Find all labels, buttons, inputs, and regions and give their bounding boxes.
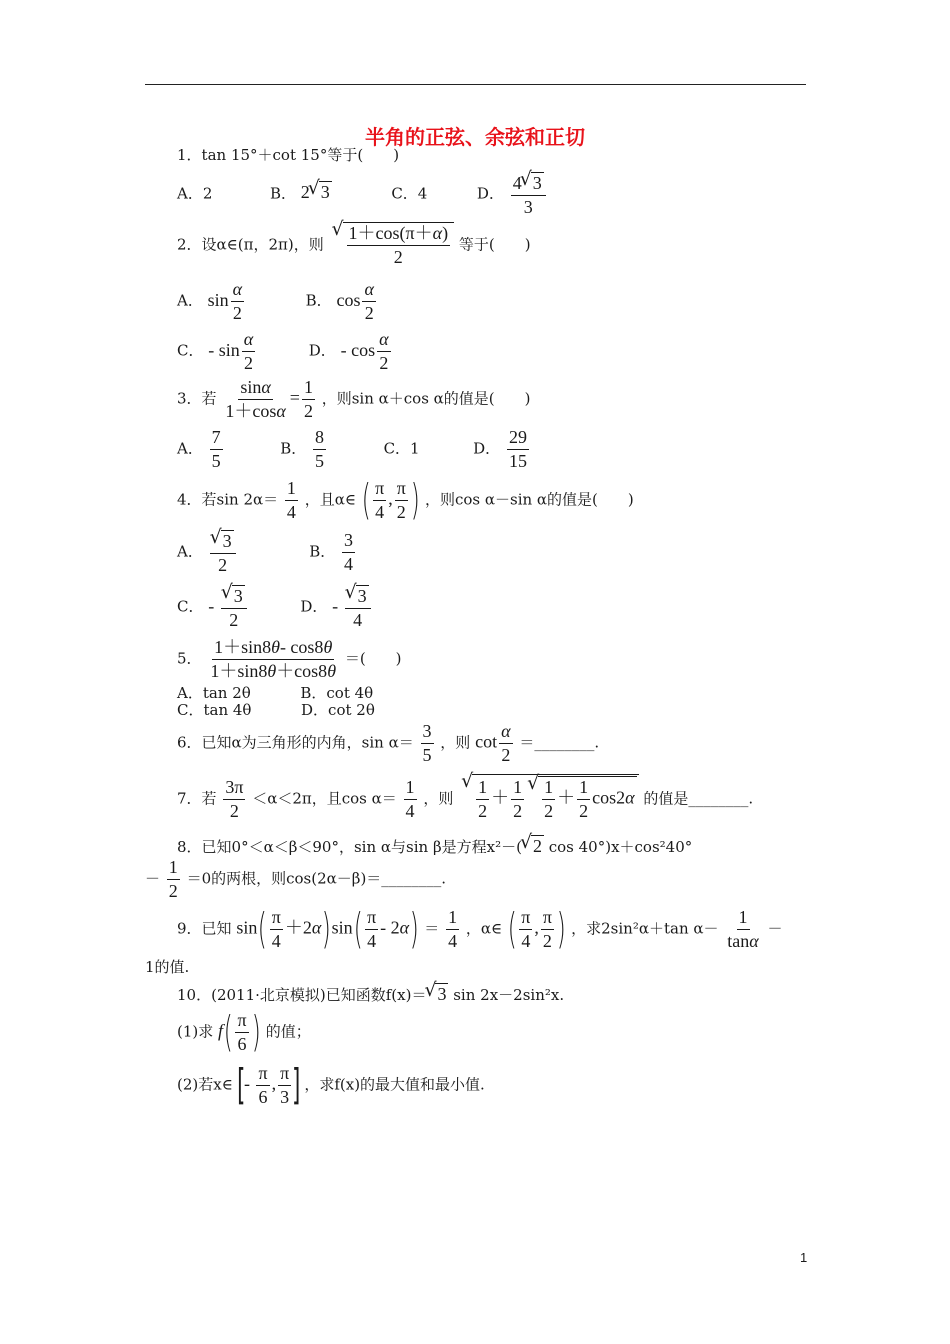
q4-option-b-label: B． xyxy=(309,542,336,561)
question-6-stem: 6．已知α为三角形的内角，sin α＝ $\frac{3}{5}$ ，则 cot $\frac{\alpha}{2}$ ＝________. xyxy=(177,721,600,765)
q2-option-d-value: - cos $\frac{\alpha}{2}$ xyxy=(340,329,389,373)
q1-option-a: A．2 xyxy=(177,184,213,203)
question-5-options-ab xyxy=(177,686,373,701)
q1-option-c: C．4 xyxy=(391,184,428,203)
question-4-options-ab xyxy=(177,530,357,575)
q10-p2-prefix: (2)若x∈ xyxy=(177,1075,233,1094)
header-rule xyxy=(145,84,806,85)
q1-option-d-value: $\frac{4√ 3}{3}$ xyxy=(511,172,546,217)
q7-suffix: 的值是________. xyxy=(643,789,754,808)
question-2-stem xyxy=(177,222,531,267)
question-1-options xyxy=(177,172,548,217)
q4-option-c-label: C． xyxy=(177,597,204,616)
question-10-stem: 10．(2011·北京模拟)已知函数f(x)＝√ 3 sin 2x－2sin²x. xyxy=(177,983,564,1003)
q4-mid: ，且α∈ xyxy=(304,490,356,509)
q7-nested-root: √ $\frac{1}{2}$ ＋ $\frac{1}{2}$ √ $\frac{1}{2}$ ＋ $\frac{1}{2}$ cos2α xyxy=(472,774,638,821)
question-4-options-cd xyxy=(177,585,373,630)
q3-option-a-label: A． xyxy=(177,439,203,458)
q5-option-d: D．cot 2θ xyxy=(301,701,375,719)
question-8-line-1: 8．已知0°＜α＜β＜90°，sin α与sin β是方程x²－(√ 2 cos 40°)x＋cos²40° xyxy=(177,835,692,855)
q4-option-d-label: D． xyxy=(300,597,328,616)
q7-mid2: ，则 xyxy=(423,789,454,808)
q4-option-c-value: - √ $\frac{3}{2}$ xyxy=(208,596,249,616)
q5-option-a: A．tan 2θ xyxy=(177,684,251,702)
q7-mid1: ＜α＜2π，且cos α＝ xyxy=(252,789,397,808)
page-title: 半角的正弦、余弦和正切 xyxy=(365,125,585,149)
q3-option-b-value: $\frac{8}{5}$ xyxy=(315,427,324,471)
q3-option-c: C．1 xyxy=(383,439,420,458)
q8-line1: 8．已知0°＜α＜β＜90°，sin α与sin β是方程x²－( xyxy=(177,838,522,856)
question-9-line-2: 1的值. xyxy=(145,958,190,976)
q2-option-a-label: A． xyxy=(177,291,203,310)
q9-prefix: 9．已知 xyxy=(177,919,232,938)
question-8-line-2: － $\frac{1}{2}$ ＝0的两根，则cos(2α－β)＝________. xyxy=(145,857,447,901)
q3-option-d-label: D． xyxy=(473,439,501,458)
q7-prefix: 7．若 xyxy=(177,789,217,808)
q3-option-b-label: B． xyxy=(280,439,307,458)
q1-option-d-label: D． xyxy=(476,184,504,203)
question-7-stem: 7．若 $\frac{3\pi}{2}$ ＜α＜2π，且cos α＝ $\frac{1}{4}$ ，则 √ $\frac{1}{2}$ ＋ $\frac{1}{2}$ √ $\frac{1}{2}$ ＋ $\frac{1}{2}$ cos2α 的值是________. xyxy=(177,774,753,821)
q2-option-c-value: - sin $\frac{\alpha}{2}$ xyxy=(208,329,254,373)
q9-tail: － xyxy=(767,919,783,938)
question-2-options-ab xyxy=(177,280,378,323)
q5-fraction: $\frac{1+\sin 8\theta- \cos 8\theta}{1+\sin 8\theta+\cos 8\theta}$ xyxy=(210,637,337,681)
q5-prefix: 5． xyxy=(177,649,202,668)
q6-mid: ，则 xyxy=(440,733,471,752)
q3-suffix: ，则sin α＋cos α的值是( ) xyxy=(321,389,531,408)
q2-prefix: 2．设α∈(π，2π)，则 xyxy=(177,235,324,254)
q10-p1-suffix: 的值； xyxy=(265,1022,311,1041)
q3-option-a-value: $\frac{7}{5}$ xyxy=(211,427,221,471)
q4-prefix: 4．若sin 2α＝ xyxy=(177,490,279,509)
q2-option-d-label: D． xyxy=(308,341,336,360)
q2-option-a-value: sin $\frac{\alpha}{2}$ xyxy=(207,279,243,323)
q6-prefix: 6．已知α为三角形的内角，sin α＝ xyxy=(177,733,414,752)
q3-fraction: $\frac{\sin\alpha}{1+\cos\alpha}$ xyxy=(225,377,286,421)
question-3-options xyxy=(177,428,531,471)
q2-option-b-label: B． xyxy=(305,291,332,310)
q3-option-d-value: $\frac{29}{15}$ xyxy=(508,427,527,471)
q10-stem: 10．(2011·北京模拟)已知函数f(x)＝ xyxy=(177,986,427,1004)
question-2-options-cd xyxy=(177,330,393,373)
question-4-stem: 4．若sin 2α＝ $\frac{1}{4}$ ，且α∈ ( $\frac{\pi}{4}$ , $\frac{\pi}{2}$ ) ，则cos α－sin α的值是( ) xyxy=(177,475,634,525)
page-number: 1 xyxy=(800,1250,808,1265)
q10-stem-tail: sin 2x－2sin²x. xyxy=(453,986,565,1004)
q3-prefix: 3．若 xyxy=(177,389,217,408)
q2-option-c-label: C． xyxy=(177,341,204,360)
q5-option-b: B．cot 4θ xyxy=(300,684,374,702)
q5-option-c: C．tan 4θ xyxy=(177,701,252,719)
q9-mid2: ，α∈ xyxy=(465,919,503,938)
q10-p1-prefix: (1)求 xyxy=(177,1022,214,1041)
question-3-stem: 3．若 $\frac{\sin\alpha}{1+\cos\alpha}$ = $\frac{1}{2}$ ，则sin α＋cos α的值是( ) xyxy=(177,377,531,421)
question-10-part-2: (2)若x∈ [- $\frac{\pi}{6}$ , $\frac{\pi}{3}$ ] ，求f(x)的最大值和最小值. xyxy=(177,1060,485,1110)
q10-p2-suffix: ，求f(x)的最大值和最小值. xyxy=(304,1075,485,1094)
question-10-part-1: (1)求 f( $\frac{\pi}{6}$ ) 的值； xyxy=(177,1007,311,1057)
q4-suffix: ，则cos α－sin α的值是( ) xyxy=(424,490,634,509)
q5-suffix: ＝( ) xyxy=(344,649,402,668)
q8-line1b: cos 40°)x＋cos²40° xyxy=(548,838,693,856)
q9-suffix: ，求2sin²α＋tan α－ xyxy=(571,919,719,938)
question-5-stem xyxy=(177,638,402,681)
question-9-line-1: 9．已知 sin( $\frac{\pi}{4}$ ＋2α)sin( $\frac{\pi}{4}$ - 2α) ＝ $\frac{1}{4}$ ，α∈ ( $\frac{\pi}{4}$ , $\frac{\pi}{2}$ ) ，求2sin²α＋tan α－ $\frac{1}{\tan\alpha}$ － xyxy=(177,904,783,954)
q4-option-a-label: A． xyxy=(177,542,203,561)
q4-option-a-value: √ $\frac{3}{2}$ xyxy=(210,530,236,575)
q8-line2-prefix: － xyxy=(145,869,161,888)
q4-option-b-value: $\frac{3}{4}$ xyxy=(344,530,353,574)
q2-suffix: 等于( ) xyxy=(458,235,531,254)
q2-option-b-value: cos $\frac{\alpha}{2}$ xyxy=(336,279,374,323)
question-1-stem: 1．tan 15°＋cot 15°等于( ) xyxy=(177,146,400,164)
q8-line2-suffix: ＝0的两根，则cos(2α－β)＝________. xyxy=(186,869,447,888)
q1-option-b-value: 2√ 3 xyxy=(301,182,332,202)
q4-option-d-value: - √ $\frac{3}{4}$ xyxy=(332,596,373,616)
q6-suffix: ＝________. xyxy=(519,733,600,752)
question-5-options-cd xyxy=(177,703,375,718)
q1-option-b-label: B． xyxy=(269,184,296,203)
q9-mid: ＝ xyxy=(424,919,440,938)
q2-root: √ $\frac{1+\cos(\pi+\alpha)}{2}$ xyxy=(343,222,455,267)
